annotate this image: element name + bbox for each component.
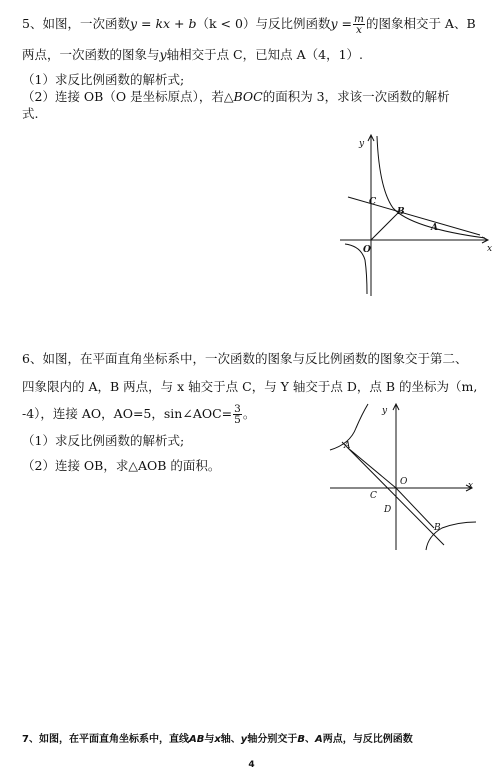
p6-line-2: 四象限内的 A，B 两点，与 x 轴交于点 C，与 Y 轴交于点 D，点 B 的坐标为（m,: [22, 379, 478, 394]
p7-a: 7、如图，在平面直角坐标系中，直线: [22, 734, 189, 745]
p6-label-o: O: [400, 477, 408, 487]
p6-line-1: 6、如图，在平面直角坐标系中，一次函数的图象与反比例函数的图象交于第二、: [22, 351, 468, 366]
p5-intro-c: 的图象相交于 A、B: [365, 16, 476, 31]
p7-point-b: B: [297, 734, 305, 745]
p5-question-2-end: 式.: [22, 106, 39, 121]
p5-line-1: [22, 14, 476, 35]
page-number: 4: [248, 760, 255, 770]
p7-point-a: A: [314, 734, 323, 745]
p6-line3-a: -4），连接 AO，AO=5，sin∠AOC=: [22, 406, 233, 421]
p5-question-1: （1）求反比例函数的解析式;: [22, 72, 185, 87]
p7-x: x: [214, 734, 221, 745]
p7-f: 两点，与反比例函数: [322, 734, 413, 745]
linear-equation: y = kx + b: [129, 16, 197, 31]
p7-ab: AB: [188, 734, 205, 745]
fraction-denominator: x: [356, 24, 362, 36]
p5-q2-b: 的面积为 3，求该一次函数的解析: [262, 89, 450, 104]
p5-q2-a: （2）连接 OB（O 是坐标原点），若△: [22, 89, 234, 104]
p6-label-y: y: [382, 406, 388, 416]
p7-y: y: [240, 734, 248, 745]
fraction-numerator: m: [353, 13, 364, 25]
p6-label-x: x: [468, 481, 474, 491]
p6-label-b: B: [434, 523, 441, 533]
condition: （k < 0）: [196, 16, 256, 31]
p5-intro-b: 与反比例函数: [255, 16, 331, 31]
fraction-three-fifths: [233, 404, 242, 425]
triangle-boc: BOC: [233, 89, 263, 104]
p5-segment-ob: [371, 213, 398, 240]
p5-label-c: C: [369, 197, 377, 207]
p5-label-y: y: [359, 139, 365, 149]
fraction-m-over-x: [353, 14, 365, 35]
p6-label-d: D: [384, 505, 392, 515]
p5-label-x: x: [487, 244, 493, 254]
p6-question-1: （1）求反比例函数的解析式;: [22, 433, 185, 448]
p6-segment-ao: [348, 448, 396, 488]
p7-line-1: [22, 732, 413, 748]
p5-label-b: B: [397, 207, 405, 217]
p6-segment-ob: [396, 488, 434, 528]
p5-label-a: A: [431, 223, 438, 233]
p5-label-o: O: [363, 245, 371, 255]
p5-line2-a: 两点，一次函数的图象与: [22, 47, 160, 62]
p7-b: 与: [204, 734, 215, 745]
p5-figure: [335, 132, 500, 302]
p6-line-3: [22, 404, 255, 425]
fraction-denominator: 5: [234, 414, 241, 426]
p5-line2-b: 轴相交于点 C，已知点 A（4，1）.: [166, 47, 363, 62]
p6-line3-b: 。: [242, 406, 256, 421]
p7-c: 轴、: [220, 734, 241, 745]
p5-line-2: [22, 47, 363, 63]
p7-e: 、: [304, 734, 315, 745]
fraction-numerator: 3: [234, 403, 241, 415]
p6-question-2: （2）连接 OB，求△AOB 的面积。: [22, 458, 221, 473]
p5-intro: 5、如图，一次函数: [22, 16, 130, 31]
p5-line2-y: y: [159, 47, 167, 62]
p6-figure: [326, 400, 486, 552]
p6-label-a: A: [344, 441, 351, 451]
p5-question-2: [22, 89, 450, 105]
p6-linear-line: [342, 442, 444, 545]
p5-linear-line: [348, 197, 480, 235]
p7-d: 轴分别交于: [247, 734, 298, 745]
p6-label-c: C: [370, 491, 377, 501]
reciprocal-lhs: y =: [330, 16, 352, 31]
